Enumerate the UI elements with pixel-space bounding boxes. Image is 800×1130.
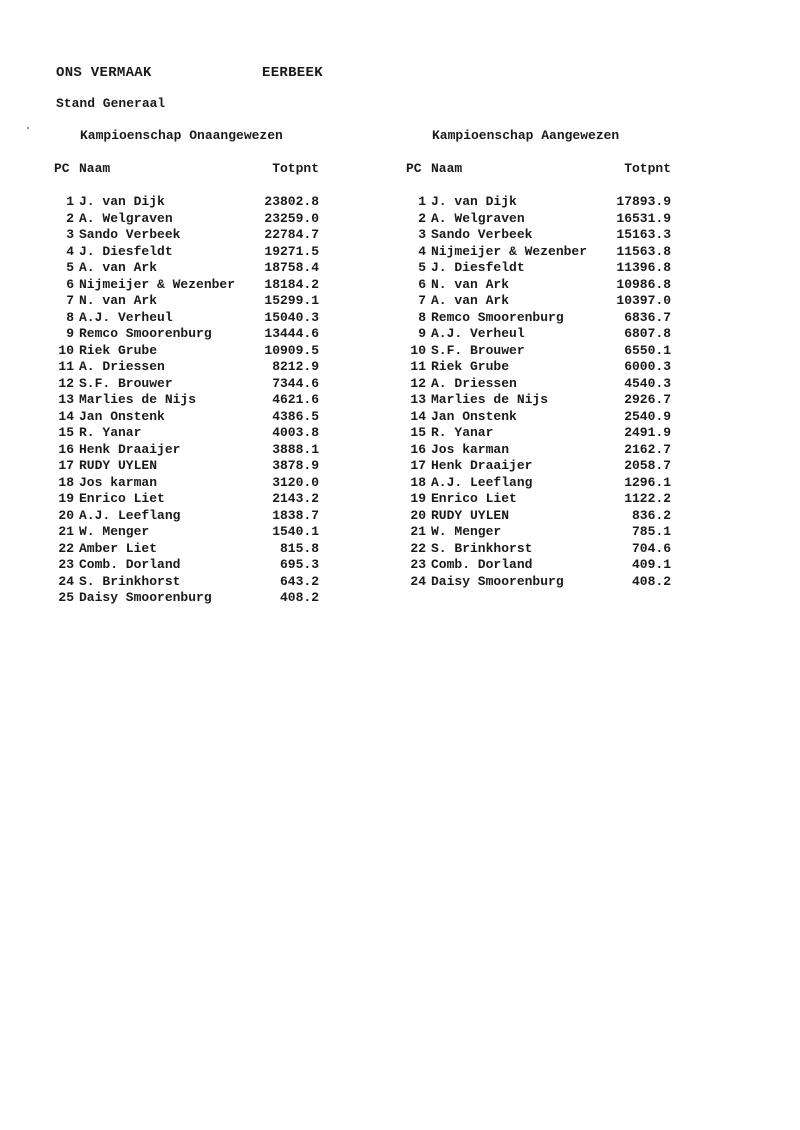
row-position: 10 xyxy=(58,342,74,358)
row-position: 17 xyxy=(410,458,426,473)
row-position: 5 xyxy=(66,260,74,275)
row-name: N. van Ark xyxy=(431,276,510,292)
row-total: 2162.7 xyxy=(624,441,671,457)
table-row xyxy=(406,244,686,261)
table-row xyxy=(406,343,686,360)
table-row xyxy=(406,557,686,574)
row-total: 409.1 xyxy=(631,557,671,572)
row-total: 6000.3 xyxy=(624,359,671,374)
row-name: A. van Ark xyxy=(79,260,158,275)
row-position: 9 xyxy=(66,326,74,341)
row-name: J. Diesfeldt xyxy=(431,260,525,275)
row-total: 19271.5 xyxy=(264,243,319,259)
row-name: J. Diesfeldt xyxy=(79,243,173,259)
row-name: N. van Ark xyxy=(79,293,158,308)
table-row xyxy=(54,359,334,376)
table-row xyxy=(406,194,686,211)
row-total: 4540.3 xyxy=(624,375,671,391)
row-name: Amber Liet xyxy=(79,540,158,556)
row-total: 10986.8 xyxy=(616,276,671,292)
row-position: 3 xyxy=(66,227,74,242)
table-row xyxy=(54,277,334,294)
row-total: 6807.8 xyxy=(624,326,671,341)
table-row xyxy=(54,343,334,360)
column-header-name: Naam xyxy=(79,161,111,176)
row-name: Henk Draaijer xyxy=(79,441,181,457)
row-name: Jan Onstenk xyxy=(79,408,165,424)
table-title: Kampioenschap Aangewezen xyxy=(432,128,620,143)
row-name: Marlies de Nijs xyxy=(431,392,549,407)
table-row xyxy=(54,211,334,228)
row-total: 17893.9 xyxy=(616,194,671,209)
row-position: 25 xyxy=(58,590,74,605)
row-position: 12 xyxy=(58,375,74,391)
table-row xyxy=(406,260,686,277)
row-name: Nijmeijer & Wezenber xyxy=(79,276,236,292)
row-position: 1 xyxy=(418,194,426,209)
row-position: 16 xyxy=(58,441,74,457)
row-position: 24 xyxy=(410,573,426,589)
row-total: 10397.0 xyxy=(616,293,671,308)
document-subtitle: Stand Generaal xyxy=(56,96,166,111)
row-position: 4 xyxy=(418,243,426,259)
row-position: 22 xyxy=(410,540,426,556)
table-row xyxy=(54,194,334,211)
row-total: 15163.3 xyxy=(616,227,671,242)
table-row xyxy=(54,524,334,541)
row-total: 16531.9 xyxy=(616,210,671,226)
row-total: 785.1 xyxy=(631,524,671,539)
table-row xyxy=(54,508,334,525)
column-header-name: Naam xyxy=(431,161,463,176)
row-position: 7 xyxy=(418,293,426,308)
row-name: R. Yanar xyxy=(431,425,494,440)
row-position: 6 xyxy=(66,276,74,292)
row-name: S.F. Brouwer xyxy=(79,375,173,391)
row-name: RUDY UYLEN xyxy=(79,458,158,473)
row-position: 21 xyxy=(58,524,74,539)
table-row xyxy=(54,260,334,277)
column-header-total: Totpnt xyxy=(272,161,319,176)
row-total: 4003.8 xyxy=(272,425,319,440)
table-row xyxy=(406,508,686,525)
table-row xyxy=(54,442,334,459)
row-total: 23802.8 xyxy=(264,194,319,209)
row-position: 14 xyxy=(410,408,426,424)
row-position: 18 xyxy=(58,474,74,490)
table-row xyxy=(406,425,686,442)
table-row xyxy=(406,293,686,310)
row-name: Marlies de Nijs xyxy=(79,392,197,407)
row-name: Enrico Liet xyxy=(79,491,165,506)
table-row xyxy=(54,376,334,393)
row-name: J. van Dijk xyxy=(431,194,517,209)
row-total: 22784.7 xyxy=(264,227,319,242)
row-position: 18 xyxy=(410,474,426,490)
table-row xyxy=(54,409,334,426)
table-row xyxy=(54,392,334,409)
row-position: 13 xyxy=(58,392,74,407)
row-position: 21 xyxy=(410,524,426,539)
table-row xyxy=(406,475,686,492)
row-position: 15 xyxy=(410,425,426,440)
table-row xyxy=(54,293,334,310)
row-position: 20 xyxy=(58,507,74,523)
table-row xyxy=(406,359,686,376)
row-position: 17 xyxy=(58,458,74,473)
table-row xyxy=(406,227,686,244)
row-name: Jan Onstenk xyxy=(431,408,517,424)
row-position: 12 xyxy=(410,375,426,391)
table-row xyxy=(54,227,334,244)
row-position: 20 xyxy=(410,507,426,523)
table-row xyxy=(54,590,334,607)
row-total: 6550.1 xyxy=(624,342,671,358)
row-name: Sando Verbeek xyxy=(79,227,181,242)
row-position: 4 xyxy=(66,243,74,259)
row-total: 2926.7 xyxy=(624,392,671,407)
row-total: 15299.1 xyxy=(264,293,319,308)
row-total: 18184.2 xyxy=(264,276,319,292)
row-total: 1838.7 xyxy=(272,507,319,523)
table-body xyxy=(54,194,334,607)
table-row xyxy=(406,211,686,228)
table-row xyxy=(406,574,686,591)
row-name: S.F. Brouwer xyxy=(431,342,525,358)
row-position: 19 xyxy=(58,491,74,506)
row-position: 14 xyxy=(58,408,74,424)
table-row xyxy=(406,442,686,459)
row-name: A.J. Leeflang xyxy=(431,474,533,490)
row-position: 19 xyxy=(410,491,426,506)
row-position: 2 xyxy=(66,210,74,226)
row-total: 408.2 xyxy=(279,590,319,605)
row-total: 2143.2 xyxy=(272,491,319,506)
row-position: 7 xyxy=(66,293,74,308)
row-name: J. van Dijk xyxy=(79,194,165,209)
row-total: 643.2 xyxy=(279,573,319,589)
row-name: A. Welgraven xyxy=(79,210,173,226)
row-name: Nijmeijer & Wezenber xyxy=(431,243,588,259)
row-position: 23 xyxy=(410,557,426,572)
row-name: Comb. Dorland xyxy=(79,557,181,572)
row-name: RUDY UYLEN xyxy=(431,507,510,523)
row-total: 8212.9 xyxy=(272,359,319,374)
row-total: 13444.6 xyxy=(264,326,319,341)
row-total: 11563.8 xyxy=(616,243,671,259)
row-total: 2058.7 xyxy=(624,458,671,473)
row-total: 695.3 xyxy=(279,557,319,572)
row-total: 704.6 xyxy=(631,540,671,556)
row-name: Riek Grube xyxy=(79,342,158,358)
row-total: 3878.9 xyxy=(272,458,319,473)
row-total: 1296.1 xyxy=(624,474,671,490)
table-row xyxy=(406,392,686,409)
row-position: 8 xyxy=(66,309,74,325)
table-row xyxy=(406,277,686,294)
column-header-total: Totpnt xyxy=(624,161,671,176)
standings-table-onaangewezen xyxy=(54,128,334,607)
table-row xyxy=(406,409,686,426)
row-name: S. Brinkhorst xyxy=(79,573,181,589)
row-position: 5 xyxy=(418,260,426,275)
row-position: 24 xyxy=(58,573,74,589)
row-total: 6836.7 xyxy=(624,309,671,325)
row-name: R. Yanar xyxy=(79,425,142,440)
row-total: 836.2 xyxy=(631,507,671,523)
row-total: 2491.9 xyxy=(624,425,671,440)
row-total: 408.2 xyxy=(631,573,671,589)
row-name: A.J. Verheul xyxy=(431,326,525,341)
row-total: 4386.5 xyxy=(272,408,319,424)
table-row xyxy=(54,310,334,327)
row-position: 13 xyxy=(410,392,426,407)
column-header-pc: PC xyxy=(406,161,422,176)
table-row xyxy=(406,491,686,508)
column-header-pc: PC xyxy=(54,161,70,176)
table-row xyxy=(406,541,686,558)
row-total: 3888.1 xyxy=(272,441,319,457)
club-name: ONS VERMAAK xyxy=(56,65,152,81)
row-position: 10 xyxy=(410,342,426,358)
row-position: 1 xyxy=(66,194,74,209)
table-row xyxy=(406,376,686,393)
row-total: 3120.0 xyxy=(272,474,319,490)
table-row xyxy=(406,458,686,475)
row-position: 23 xyxy=(58,557,74,572)
row-name: Comb. Dorland xyxy=(431,557,533,572)
row-name: W. Menger xyxy=(431,524,502,539)
row-name: Daisy Smoorenburg xyxy=(431,573,564,589)
table-row xyxy=(54,244,334,261)
row-position: 8 xyxy=(418,309,426,325)
row-position: 2 xyxy=(418,210,426,226)
table-body xyxy=(406,194,686,590)
row-name: Daisy Smoorenburg xyxy=(79,590,212,605)
row-name: Remco Smoorenburg xyxy=(431,309,564,325)
row-total: 10909.5 xyxy=(264,342,319,358)
row-name: A. Welgraven xyxy=(431,210,525,226)
row-total: 18758.4 xyxy=(264,260,319,275)
row-name: A. Driessen xyxy=(431,375,517,391)
row-name: Riek Grube xyxy=(431,359,510,374)
row-name: Jos karman xyxy=(79,474,158,490)
row-total: 1122.2 xyxy=(624,491,671,506)
table-row xyxy=(54,541,334,558)
row-name: A. Driessen xyxy=(79,359,165,374)
row-position: 16 xyxy=(410,441,426,457)
row-position: 3 xyxy=(418,227,426,242)
table-row xyxy=(54,326,334,343)
row-name: Remco Smoorenburg xyxy=(79,326,212,341)
row-total: 23259.0 xyxy=(264,210,319,226)
table-title: Kampioenschap Onaangewezen xyxy=(80,128,283,143)
table-row xyxy=(406,524,686,541)
table-row xyxy=(54,458,334,475)
place-name: EERBEEK xyxy=(262,65,323,81)
row-total: 1540.1 xyxy=(272,524,319,539)
row-position: 22 xyxy=(58,540,74,556)
row-total: 15040.3 xyxy=(264,309,319,325)
row-position: 6 xyxy=(418,276,426,292)
row-total: 815.8 xyxy=(279,540,319,556)
table-row xyxy=(54,491,334,508)
row-position: 9 xyxy=(418,326,426,341)
table-row xyxy=(406,310,686,327)
row-position: 11 xyxy=(410,359,426,374)
row-name: Sando Verbeek xyxy=(431,227,533,242)
row-name: A. van Ark xyxy=(431,293,510,308)
row-total: 7344.6 xyxy=(272,375,319,391)
row-total: 11396.8 xyxy=(616,260,671,275)
row-name: W. Menger xyxy=(79,524,150,539)
row-total: 4621.6 xyxy=(272,392,319,407)
row-position: 11 xyxy=(58,359,74,374)
row-name: A.J. Leeflang xyxy=(79,507,181,523)
row-name: Enrico Liet xyxy=(431,491,517,506)
table-row xyxy=(54,425,334,442)
table-row xyxy=(406,326,686,343)
scan-speck xyxy=(27,127,29,129)
table-row xyxy=(54,557,334,574)
row-name: Jos karman xyxy=(431,441,510,457)
row-position: 15 xyxy=(58,425,74,440)
row-name: S. Brinkhorst xyxy=(431,540,533,556)
standings-table-aangewezen xyxy=(406,128,686,590)
row-name: A.J. Verheul xyxy=(79,309,173,325)
row-name: Henk Draaijer xyxy=(431,458,533,473)
table-row xyxy=(54,475,334,492)
table-header xyxy=(54,161,334,194)
table-header xyxy=(406,161,686,194)
table-row xyxy=(54,574,334,591)
row-total: 2540.9 xyxy=(624,408,671,424)
